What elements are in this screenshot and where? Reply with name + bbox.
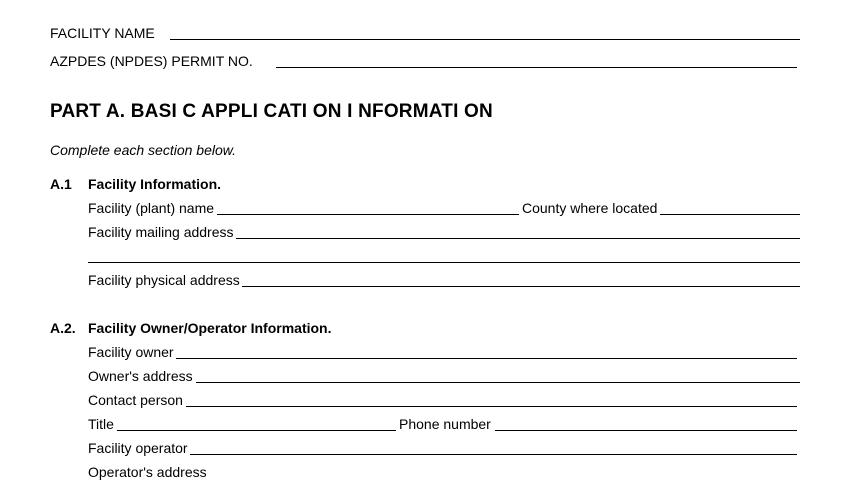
operator-underline [190,454,797,455]
facility-name-underline [170,39,800,40]
physical-address-label: Facility physical address [88,272,240,288]
physical-address-underline [242,286,800,287]
permit-number-field[interactable] [276,53,797,67]
mailing-address-field[interactable] [236,224,800,238]
contact-title-field[interactable] [117,416,396,430]
owner-address-label: Owner's address [88,368,193,384]
facility-name-field[interactable] [170,25,800,39]
section-a1-number: A.1 [50,176,72,192]
part-a-instruction: Complete each section below. [50,142,236,158]
mailing-address-underline [236,238,800,239]
contact-person-label: Contact person [88,392,183,408]
section-a2-title: Facility Owner/Operator Information. [88,320,332,336]
mailing-address-line2-underline [88,262,800,263]
phone-number-underline [495,430,797,431]
phone-number-field[interactable] [495,416,797,430]
operator-address-label: Operator's address [88,464,207,480]
part-a-heading: PART A. BASI C APPLI CATI ON I NFORMATI ON [50,101,493,122]
phone-number-label: Phone number [399,416,491,432]
facility-name-label: FACILITY NAME [50,25,155,41]
mailing-address-line2-field[interactable] [88,248,800,262]
contact-person-field[interactable] [186,392,797,406]
owner-field[interactable] [176,344,797,358]
owner-address-field[interactable] [196,368,800,382]
county-underline [660,214,800,215]
permit-number-label: AZPDES (NPDES) PERMIT NO. [50,53,253,69]
owner-underline [176,358,797,359]
section-a2-number: A.2. [50,320,76,336]
permit-number-underline [276,67,797,68]
operator-label: Facility operator [88,440,188,456]
mailing-address-label: Facility mailing address [88,224,234,240]
physical-address-field[interactable] [242,272,800,286]
county-label: County where located [522,200,658,216]
plant-name-field[interactable] [217,200,519,214]
contact-title-label: Title [88,416,114,432]
county-field[interactable] [660,200,800,214]
operator-field[interactable] [190,440,797,454]
section-a1-title: Facility Information. [88,176,222,192]
plant-name-underline [217,214,519,215]
owner-label: Facility owner [88,344,174,360]
plant-name-label: Facility (plant) name [88,200,215,216]
owner-address-underline [196,382,800,383]
contact-title-underline [117,430,396,431]
contact-person-underline [186,406,797,407]
